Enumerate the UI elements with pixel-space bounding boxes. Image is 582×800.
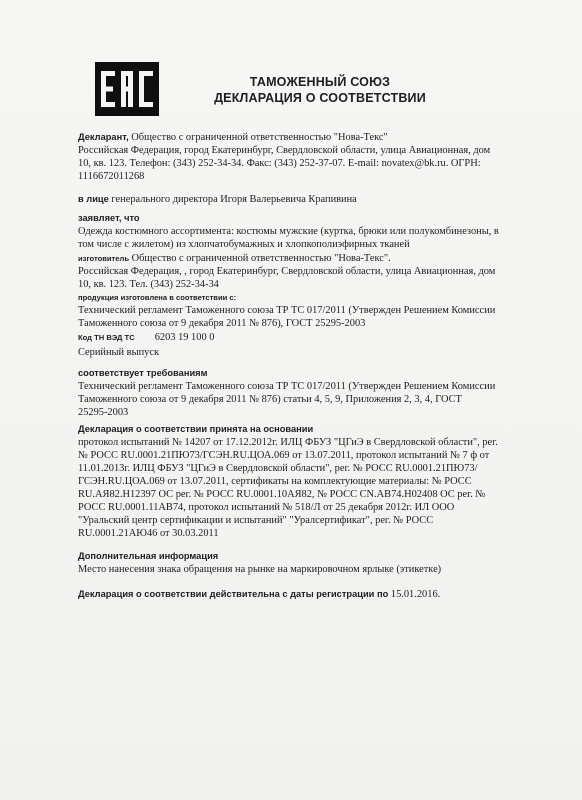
product-line2: том числе с жилетом) из хлопчатобумажных и хлопкополиэфирных тканей <box>78 239 410 250</box>
produced-line2: Таможенного союза от 9 декабря 2011 № 876), ГОСТ 25295-2003 <box>78 318 366 329</box>
product-line1: Одежда костюмного ассортимента: костюмы мужские (куртка, брюки или полукомбинезоны, в <box>78 226 499 237</box>
produced-line1: Технический регламент Таможенного союза ТР ТС 017/2011 (Утвержден Решением Комиссии <box>78 305 496 316</box>
manufacturer-address-line2: 10, кв. 123. Тел. (343) 252-34-34 <box>78 279 219 290</box>
manufacturer-name: Общество с ограниченной ответственностью "Нова-Текс". <box>131 253 391 264</box>
serial-production: Серийный выпуск <box>78 347 159 358</box>
additional-line1: Место нанесения знака обращения на рынке на маркировочном ярлыке (этикетке) <box>78 564 442 575</box>
tnved-section <box>78 331 550 359</box>
basis-line6: РОСС RU.0001.11АВ74, протокол испытаний № 518/Л от 25 декабря 2012г. ИЛ ООО <box>78 502 455 513</box>
person-label: в лице <box>78 194 109 204</box>
validity-section <box>78 588 550 601</box>
additional-section <box>78 550 550 576</box>
requirements-label: соответствует требованиям <box>78 368 208 378</box>
validity-date: 15.01.2016. <box>390 589 441 600</box>
requirements-line2: Таможенного союза от 9 декабря 2011 № 876) статьи 4, 5, 9, Приложения 2, 3, 4, ГОСТ <box>78 394 462 405</box>
declarant-name: Общество с ограниченной ответственностью "Нова-Текс" <box>131 132 388 143</box>
produced-label: продукция изготовлена в соответствии с: <box>78 293 237 302</box>
person-section <box>78 193 550 206</box>
declarant-section <box>78 131 550 183</box>
manufacturer-label: изготовитель <box>78 254 129 263</box>
requirements-line3: 25295-2003 <box>78 407 129 418</box>
validity-label: Декларация о соответствии действительна с даты регистрации по <box>78 589 389 599</box>
additional-label: Дополнительная информация <box>78 551 219 561</box>
header-declaration-title: ДЕКЛАРАЦИЯ О СООТВЕТСТВИИ <box>214 91 426 105</box>
basis-line7: "Уральский центр сертификации и испытаний" "Уралсертификат", рег. № РОСС <box>78 515 434 526</box>
basis-line4: ГСЭН.RU.ЦОА.069 от 13.07.2011, сертификаты на комплектующие материалы: № РОСС <box>78 476 472 487</box>
basis-line3: 11.01.2013г. ИЛЦ ФБУЗ "ЦГиЭ в Свердловской области", рег. № РОСС RU.0001.21ПЮ73/ <box>78 463 478 474</box>
requirements-section <box>78 367 550 419</box>
header-customs-union: ТАМОЖЕННЫЙ СОЮЗ <box>249 75 391 89</box>
manufacturer-section <box>78 252 550 291</box>
manufacturer-address-line1: Российская Федерация, , город Екатеринбург, Свердловской области, улица Авиационная, дом <box>78 266 496 277</box>
requirements-line1: Технический регламент Таможенного союза ТР ТС 017/2011 (Утвержден Решением Комиссии <box>78 381 496 392</box>
tnved-code: 6203 19 100 0 <box>154 332 215 343</box>
declarant-ogrn: 1116672011268 <box>78 171 145 182</box>
person-text: генерального директора Игоря Валерьевича Крапивина <box>111 194 357 205</box>
tnved-label: Код ТН ВЭД ТС <box>78 333 135 342</box>
basis-line2: № РОСС RU.0001.21ПЮ73/ГСЭН.RU.ЦОА.069 от 13.07.2011, протокол испытаний № 7 ф от <box>78 450 490 461</box>
basis-line5: RU.АЯ82.Н12397 ОС рег. № РОСС RU.0001.10АЯ82, № РОСС CN.АВ74.Н02408 ОС рег. № <box>78 489 486 500</box>
declarant-label: Декларант, <box>78 132 129 142</box>
basis-section <box>78 423 550 540</box>
basis-line1: протокол испытаний № 14207 от 17.12.2012г. ИЛЦ ФБУЗ "ЦГиЭ в Свердловской области", рег. <box>78 437 498 448</box>
eac-logo <box>95 62 159 116</box>
basis-label: Декларация о соответствии принята на основании <box>78 424 314 434</box>
declarant-address-line1: Российская Федерация, город Екатеринбург, Свердловской области, улица Авиационная, дом <box>78 145 491 156</box>
declarant-address-line2: 10, кв. 123. Телефон: (343) 252-34-34. Факс: (343) 252-37-07. E-mail: novatex@bk.ru. ОГРН: <box>78 158 481 169</box>
basis-line8: RU.0001.21АЮ46 от 30.03.2011 <box>78 528 219 539</box>
produced-section <box>78 292 550 330</box>
declares-label: заявляет, что <box>78 213 140 223</box>
document-header <box>170 74 470 106</box>
declares-section <box>78 212 550 251</box>
